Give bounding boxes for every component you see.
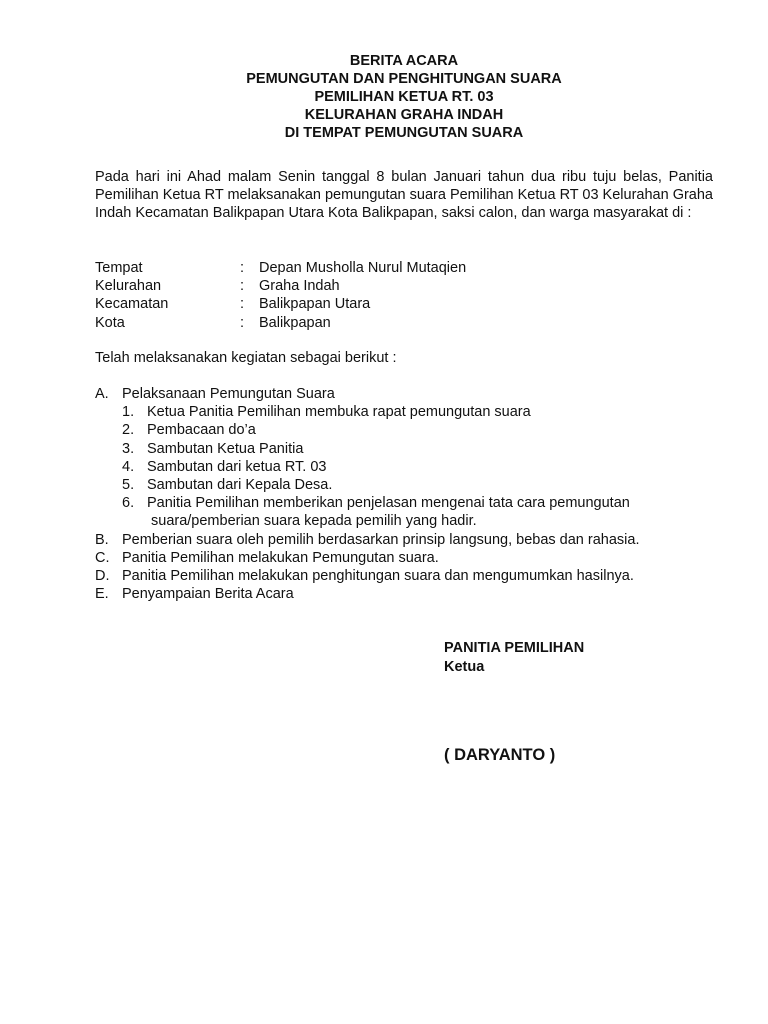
activity-letter: C. [95,549,110,566]
info-row-kota [95,314,466,332]
sub-item-number: 5. [122,477,135,494]
info-value: Balikpapan [259,314,331,331]
activity-letter: A. [95,386,109,402]
activity-d [95,567,713,585]
activity-a [95,385,713,403]
sub-item-number: 1. [122,404,135,421]
activity-letter: D. [95,568,110,585]
sub-item-text: Sambutan dari Kepala Desa. [147,477,333,494]
sub-item-text-continuation: suara/pemberian suara kepada pemilih yang hadir. [151,513,477,530]
sub-item-4 [122,458,713,476]
info-value: Graha Indah [259,278,340,295]
info-label: Kota [95,314,125,331]
info-row-kelurahan [95,277,466,295]
activity-text: Panitia Pemilihan melakukan penghitungan suara dan mengumumkan hasilnya. [122,568,634,585]
sub-item-text: Sambutan dari ketua RT. 03 [147,458,327,475]
info-label: Kelurahan [95,278,162,295]
activity-letter: E. [95,586,109,603]
signature-org: PANITIA PEMILIHAN [444,640,585,656]
sub-item-text: Panitia Pemilihan memberikan penjelasan mengenai tata cara pemungutan [147,495,630,512]
sub-item-6 [122,494,713,530]
sub-item-number: 2. [122,422,135,439]
activity-a-sublist [122,403,713,530]
activity-text: Penyampaian Berita Acara [122,586,294,603]
title-line-1: BERITA ACARA [349,53,459,69]
title-line-3: PEMILIHAN KETUA RT. 03 [314,89,494,105]
info-value: Balikpapan Utara [259,296,371,313]
activities-intro: Telah melaksanakan kegiatan sebagai berikut : [95,350,397,366]
info-colon: : [240,278,245,295]
activities-list [95,385,713,603]
title-line-5: DI TEMPAT PEMUNGUTAN SUARA [284,125,524,141]
sub-item-text: Pembacaan do’a [147,422,256,439]
activity-e [95,585,713,603]
sub-item-number: 6. [122,495,135,512]
activity-c [95,549,713,567]
location-info-table [95,259,466,332]
sub-item-5 [122,476,713,494]
info-row-kecamatan [95,295,466,313]
activity-b [95,531,713,549]
document-title [0,52,768,142]
opening-paragraph: Pada hari ini Ahad malam Senin tanggal 8 bulan Januari tahun dua ribu tuju belas, Panitia Pemilihan Ketua RT melaksanakan pemungutan suara Pemilihan Ketua RT 03 Kelurahan Graha Indah Kecamatan Balikpapan Utara Kota Balikpapan, saksi calon, dan warga masyarakat di : [95,169,713,222]
info-label: Tempat [95,260,143,276]
sub-item-text-wrap [147,494,713,530]
signature-role: Ketua [444,658,485,675]
info-colon: : [240,296,245,313]
sub-item-number: 4. [122,458,135,475]
activity-text: Pelaksanaan Pemungutan Suara [122,386,335,402]
sub-item-number: 3. [122,440,135,457]
info-value: Depan Musholla Nurul Mutaqien [259,260,467,276]
info-label: Kecamatan [95,296,169,313]
sub-item-2 [122,421,713,439]
info-colon: : [240,314,245,331]
sub-item-text: Ketua Panitia Pemilihan membuka rapat pemungutan suara [147,404,531,421]
activity-text: Panitia Pemilihan melakukan Pemungutan suara. [122,549,439,566]
title-line-4: KELURAHAN GRAHA INDAH [304,107,504,123]
info-row-tempat [95,259,466,277]
signatory-name: ( DARYANTO ) [444,746,556,764]
sub-item-text: Sambutan Ketua Panitia [147,440,304,457]
title-line-2: PEMUNGUTAN DAN PENGHITUNGAN SUARA [246,71,562,87]
activity-text: Pemberian suara oleh pemilih berdasarkan prinsip langsung, bebas dan rahasia. [122,531,640,548]
sub-item-3 [122,440,713,458]
signature-block [444,639,584,676]
activity-letter: B. [95,531,109,548]
sub-item-1 [122,403,713,421]
info-colon: : [240,260,245,276]
